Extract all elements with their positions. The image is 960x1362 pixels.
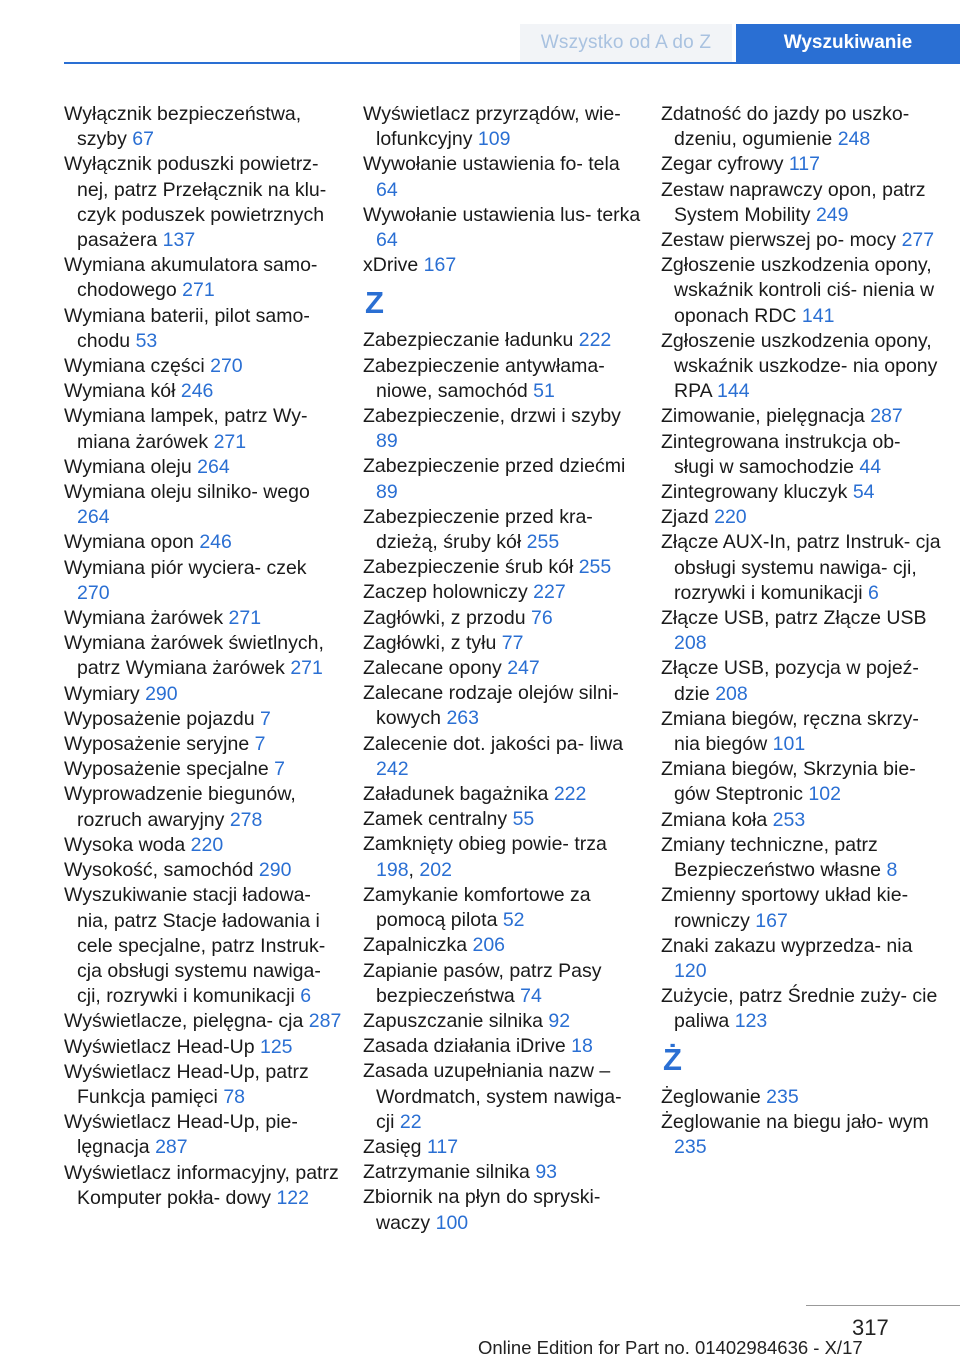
index-term: Zbiornik na płyn do spryski- waczy bbox=[363, 1186, 601, 1234]
page-link[interactable]: 220 bbox=[714, 506, 747, 529]
index-term: Zasięg bbox=[363, 1135, 427, 1158]
page-link[interactable]: 271 bbox=[290, 657, 323, 680]
index-entry bbox=[64, 1035, 344, 1060]
page-link[interactable]: 271 bbox=[213, 430, 247, 453]
index-term: Zatrzymanie silnika bbox=[363, 1161, 536, 1184]
index-entry bbox=[363, 102, 643, 152]
index-term: Wysokość, samochód bbox=[64, 859, 259, 882]
index-entry bbox=[64, 480, 344, 530]
index-entry bbox=[661, 102, 941, 152]
index-term: Wysoka woda bbox=[64, 833, 191, 856]
page-link[interactable]: 74 bbox=[520, 984, 542, 1007]
index-term: Wyposażenie pojazdu bbox=[64, 707, 261, 730]
index-term: Zamknięty obieg powie- trza bbox=[363, 833, 607, 856]
page-link[interactable]: 77 bbox=[501, 631, 524, 654]
index-entry bbox=[64, 253, 344, 303]
index-term: Złącze USB, pozycja w pojeź- dzie bbox=[661, 657, 919, 705]
page-link[interactable]: 89 bbox=[376, 430, 398, 453]
index-term: Zamek centralny bbox=[363, 808, 513, 831]
index-term: Wyświetlacz Head-Up bbox=[64, 1035, 260, 1058]
index-entry bbox=[661, 707, 941, 757]
index-entry bbox=[661, 934, 941, 984]
index-term: Zimowanie, pielęgnacja bbox=[661, 405, 871, 428]
index-term: Wymiary bbox=[64, 682, 146, 705]
page-link[interactable]: 263 bbox=[446, 707, 479, 730]
index-entry bbox=[363, 606, 643, 631]
page-number: 317 bbox=[852, 1315, 889, 1340]
index-term: Zabezpieczenie, drzwi i szyby bbox=[363, 405, 621, 428]
page-link[interactable]: 123 bbox=[734, 1010, 768, 1033]
index-term: Wymiana piór wyciera- czek bbox=[64, 556, 307, 579]
index-column-1 bbox=[64, 102, 344, 1211]
index-term: Złącze AUX-In, patrz Instruk- cja obsługi systemu nawiga- cji, rozrywki i komunikacji bbox=[661, 531, 941, 604]
index-term: Zestaw pierwszej po- mocy bbox=[661, 229, 902, 252]
index-entry bbox=[661, 656, 941, 706]
index-term: Wyposażenie seryjne bbox=[64, 733, 255, 756]
index-term: Wymiana kół bbox=[64, 380, 181, 403]
index-entry bbox=[661, 430, 941, 480]
page-link[interactable]: 208 bbox=[715, 682, 748, 705]
page-link[interactable]: 141 bbox=[801, 304, 835, 327]
index-entry bbox=[363, 1160, 643, 1185]
page-link[interactable]: 246 bbox=[199, 531, 232, 554]
index-term: Zużycie, patrz Średnie zuży- cie paliwa bbox=[661, 985, 938, 1033]
page-link[interactable]: 198 bbox=[376, 858, 409, 881]
index-term: Wymiana żarówek bbox=[64, 607, 229, 630]
index-term: Zestaw naprawczy opon, patrz System Mobility bbox=[661, 178, 926, 226]
section-letter: Ż bbox=[663, 1041, 682, 1077]
index-term: Załadunek bagażnika bbox=[363, 783, 554, 806]
index-term: Zegar cyfrowy bbox=[661, 153, 789, 176]
index-entry bbox=[64, 682, 344, 707]
index-entry bbox=[64, 102, 344, 152]
index-entry bbox=[661, 480, 941, 505]
index-entry bbox=[363, 933, 643, 958]
index-column-3 bbox=[661, 102, 941, 1160]
page-link[interactable]: 271 bbox=[228, 607, 262, 630]
index-entry bbox=[64, 833, 344, 858]
index-term: Znaki zakazu wyprzedza- nia bbox=[661, 934, 913, 957]
index-term: Zintegrowany kluczyk bbox=[661, 481, 853, 504]
index-entry bbox=[64, 354, 344, 379]
index-term: Wymiana opon bbox=[64, 531, 200, 554]
page-link[interactable]: 287 bbox=[308, 1010, 342, 1033]
index-term: Zalecane rodzaje olejów silni- kowych bbox=[363, 682, 619, 730]
index-entry bbox=[64, 782, 344, 832]
page-link[interactable]: 167 bbox=[423, 254, 457, 277]
index-entry bbox=[661, 1085, 941, 1110]
index-term: Wymiana oleju bbox=[64, 455, 198, 478]
index-entry bbox=[363, 883, 643, 933]
index-entry bbox=[363, 732, 643, 782]
page-link[interactable]: 109 bbox=[477, 128, 511, 151]
index-term: Zabezpieczanie ładunku bbox=[363, 329, 579, 352]
index-term: Wyłącznik bezpieczeństwa, szyby bbox=[64, 103, 302, 151]
page-link[interactable]: 76 bbox=[531, 606, 553, 629]
page-link[interactable]: 202 bbox=[419, 858, 452, 881]
index-entry bbox=[64, 530, 344, 555]
page-link[interactable]: 52 bbox=[502, 909, 525, 932]
index-entry bbox=[661, 883, 941, 933]
page-link[interactable]: 120 bbox=[674, 959, 707, 982]
index-term: Zamykanie komfortowe za pomocą pilota bbox=[363, 883, 591, 932]
index-term: Żeglowanie na biegu jało- wym bbox=[661, 1110, 929, 1133]
page-link[interactable]: 89 bbox=[376, 480, 398, 503]
page-link[interactable]: 117 bbox=[426, 1135, 459, 1158]
section-tab: Wszystko od A do Z bbox=[520, 24, 732, 62]
index-entry bbox=[363, 1034, 643, 1059]
page-link[interactable]: 51 bbox=[533, 379, 555, 402]
page-link[interactable]: 64 bbox=[376, 178, 398, 201]
page-link[interactable]: 248 bbox=[837, 128, 871, 151]
index-term: Wymiana żarówek świetlnych, patrz Wymiana żarówek bbox=[64, 632, 324, 680]
index-entry bbox=[661, 253, 941, 329]
index-term: xDrive bbox=[363, 254, 424, 277]
index-entry bbox=[363, 152, 643, 202]
index-term: Wyświetlacz informacyjny, patrz Komputer pokła- dowy bbox=[64, 1161, 339, 1209]
page-link[interactable]: 277 bbox=[901, 229, 935, 252]
index-entry bbox=[661, 808, 941, 833]
page-link[interactable]: 167 bbox=[755, 909, 788, 932]
index-entry bbox=[363, 959, 643, 1009]
index-entry bbox=[661, 404, 941, 429]
index-term: Wyłącznik poduszki powietrz- nej, patrz Przełącznik na klu- czyk poduszek powietrznych pasażera bbox=[64, 153, 327, 252]
page-link[interactable]: 18 bbox=[571, 1035, 593, 1058]
index-term: Zapalniczka bbox=[363, 934, 473, 957]
index-term: Zabezpieczenie przed dziećmi bbox=[363, 455, 626, 478]
index-term: Żeglowanie bbox=[661, 1085, 767, 1108]
index-term: Wymiana części bbox=[64, 355, 211, 378]
index-term: Zmienny sportowy układ kie- rowniczy bbox=[661, 884, 909, 932]
index-term: Zabezpieczenie antywłama- niowe, samochód bbox=[363, 354, 605, 402]
index-entry bbox=[64, 404, 344, 454]
page-link[interactable]: 247 bbox=[507, 657, 540, 680]
index-term: Zjazd bbox=[661, 506, 715, 529]
index-entry bbox=[64, 858, 344, 883]
index-entry bbox=[363, 807, 643, 832]
index-term: Wyświetlacz przyrządów, wie- lofunkcyjny bbox=[363, 103, 621, 151]
index-term: Zdatność do jazdy po uszko- dzeniu, ogumienie bbox=[661, 103, 910, 151]
page-link[interactable]: 8 bbox=[886, 859, 898, 882]
page-link[interactable]: 235 bbox=[674, 1135, 707, 1158]
page-link[interactable]: 287 bbox=[870, 405, 903, 428]
index-term: Zmiany techniczne, patrz Bezpieczeństwo własne bbox=[661, 833, 887, 882]
index-term: Zasada działania iDrive bbox=[363, 1035, 572, 1058]
index-entry bbox=[64, 757, 344, 782]
page-link[interactable]: 278 bbox=[229, 808, 263, 831]
page-link[interactable]: 264 bbox=[77, 506, 110, 529]
index-term: Zapianie pasów, patrz Pasy bezpieczeństwa bbox=[363, 959, 602, 1007]
index-entry bbox=[363, 404, 643, 454]
page-link[interactable]: 7 bbox=[274, 758, 285, 781]
index-entry bbox=[661, 329, 941, 405]
page-link[interactable]: 53 bbox=[135, 329, 158, 352]
page-link[interactable]: 264 bbox=[197, 455, 230, 478]
page-link[interactable]: 222 bbox=[578, 329, 612, 352]
index-entry bbox=[363, 1009, 643, 1034]
page-link[interactable]: 227 bbox=[533, 581, 566, 604]
index-term: Zapuszczanie silnika bbox=[363, 1009, 549, 1032]
index-entry bbox=[661, 530, 941, 606]
index-term: Zalecane opony bbox=[363, 657, 508, 680]
footer-rule bbox=[806, 1305, 960, 1306]
index-entry bbox=[64, 707, 344, 732]
index-entry bbox=[363, 1059, 643, 1135]
index-term: Wymiana oleju silniko- wego bbox=[64, 481, 310, 504]
index-entry bbox=[363, 681, 643, 731]
current-tab: Wyszukiwanie bbox=[736, 24, 960, 62]
index-entry bbox=[363, 253, 643, 278]
page-link[interactable]: 7 bbox=[260, 707, 271, 730]
page-link[interactable]: 22 bbox=[399, 1110, 422, 1133]
page-link[interactable]: 235 bbox=[766, 1085, 799, 1108]
index-term: Wymiana akumulatora samo- chodowego bbox=[64, 254, 318, 302]
index-entry bbox=[363, 580, 643, 605]
index-entry bbox=[64, 606, 344, 631]
index-entry bbox=[661, 757, 941, 807]
page-link[interactable]: 242 bbox=[376, 757, 409, 780]
index-term: Zmiana biegów, Skrzynia bie- gów Steptronic bbox=[661, 758, 916, 806]
page-link[interactable]: 117 bbox=[788, 153, 820, 176]
index-term: Wyprowadzenie biegunów, rozruch awaryjny bbox=[64, 783, 296, 831]
index-term: Wywołanie ustawienia fo- tela bbox=[363, 153, 620, 176]
page-link[interactable]: 270 bbox=[77, 581, 110, 604]
index-term: Złącze USB, patrz Złącze USB bbox=[661, 607, 927, 630]
page-link[interactable]: 290 bbox=[145, 682, 178, 705]
page-link[interactable]: 271 bbox=[182, 279, 215, 302]
index-term: Wymiana baterii, pilot samo- chodu bbox=[64, 304, 310, 352]
index-entry bbox=[363, 354, 643, 404]
header-rule bbox=[64, 62, 960, 64]
index-column-2 bbox=[363, 102, 643, 1236]
page-link[interactable]: 64 bbox=[376, 229, 398, 252]
index-entry: Zamknięty obieg powie- trza 198, 202 bbox=[363, 833, 607, 881]
index-entry bbox=[64, 732, 344, 757]
index-term: Zmiana biegów, ręczna skrzy- nia biegów bbox=[661, 707, 919, 756]
index-entry bbox=[64, 631, 344, 681]
index-entry bbox=[363, 454, 643, 504]
page-link[interactable]: 122 bbox=[276, 1186, 309, 1209]
index-entry bbox=[661, 505, 941, 530]
index-entry bbox=[363, 203, 643, 253]
page-link[interactable]: 44 bbox=[859, 455, 882, 478]
index-entry bbox=[363, 656, 643, 681]
index-entry bbox=[661, 606, 941, 656]
index-entry bbox=[64, 1161, 344, 1211]
page-link[interactable]: 222 bbox=[553, 783, 587, 806]
page-link[interactable]: 270 bbox=[210, 355, 243, 378]
page-link[interactable]: 249 bbox=[815, 203, 849, 226]
index-entry bbox=[661, 178, 941, 228]
page-link[interactable]: 6 bbox=[867, 581, 879, 604]
page-link[interactable]: 144 bbox=[717, 380, 750, 403]
page-header bbox=[0, 24, 960, 62]
page-link[interactable]: 137 bbox=[162, 229, 196, 252]
page-link[interactable]: 78 bbox=[223, 1085, 246, 1108]
index-entry bbox=[363, 1135, 643, 1160]
page-link[interactable]: 253 bbox=[772, 808, 806, 831]
index-term: Zagłówki, z tyłu bbox=[363, 631, 502, 654]
index-term: Zgłoszenie uszkodzenia opony, wskaźnik kontroli ciś- nienia w oponach RDC bbox=[661, 254, 935, 327]
page-link[interactable]: 7 bbox=[254, 733, 266, 756]
index-term: Wyświetlacze, pielęgna- cja bbox=[64, 1010, 309, 1033]
index-term: Zalecenie dot. jakości pa- liwa bbox=[363, 732, 624, 755]
page-link[interactable]: 125 bbox=[259, 1035, 293, 1058]
index-term: Zabezpieczenie śrub kół bbox=[363, 556, 579, 579]
page-link[interactable]: 67 bbox=[132, 128, 154, 151]
page-link[interactable]: 255 bbox=[526, 531, 560, 554]
page-link[interactable]: 290 bbox=[258, 859, 292, 882]
index-entry bbox=[363, 328, 643, 353]
index-entry bbox=[661, 228, 941, 253]
index-entry bbox=[661, 152, 941, 177]
index-term: Zagłówki, z przodu bbox=[363, 606, 531, 629]
index-term: Zgłoszenie uszkodzenia opony, wskaźnik uszkodze- nia opony RPA bbox=[661, 329, 938, 403]
index-term: Wymiana lampek, patrz Wy- miana żarówek bbox=[64, 405, 308, 453]
page-link[interactable]: 255 bbox=[578, 556, 612, 579]
page-link[interactable]: 54 bbox=[852, 481, 875, 504]
index-entry bbox=[64, 556, 344, 606]
page-link[interactable]: 92 bbox=[548, 1009, 571, 1032]
index-entry bbox=[64, 379, 344, 404]
index-entry bbox=[64, 304, 344, 354]
index-entry bbox=[363, 631, 643, 656]
page-link[interactable]: 101 bbox=[772, 733, 806, 756]
page-link[interactable]: 220 bbox=[190, 833, 224, 856]
page-link[interactable]: 6 bbox=[300, 985, 312, 1008]
index-entry bbox=[64, 455, 344, 480]
page-link[interactable]: 206 bbox=[472, 934, 506, 957]
page-link[interactable]: 55 bbox=[512, 808, 535, 831]
page-link[interactable]: 102 bbox=[808, 783, 841, 806]
index-term: Wyposażenie specjalne bbox=[64, 758, 275, 781]
index-entry bbox=[661, 1110, 941, 1160]
index-term: Wywołanie ustawienia lus- terka bbox=[363, 203, 641, 226]
index-entry bbox=[64, 1110, 344, 1160]
page-link[interactable]: 287 bbox=[155, 1136, 188, 1159]
index-term: Zabezpieczenie przed kra- dzieżą, śruby kół bbox=[363, 505, 593, 554]
index-term: Wyświetlacz Head-Up, patrz Funkcja pamięci bbox=[64, 1060, 309, 1108]
page-link[interactable]: 93 bbox=[535, 1161, 558, 1184]
page-link[interactable]: 100 bbox=[435, 1211, 469, 1234]
index-entry bbox=[363, 555, 643, 580]
page-link[interactable]: 246 bbox=[180, 380, 214, 403]
page-link[interactable]: 208 bbox=[674, 632, 707, 655]
index-term: Zasada uzupełniania nazw – Wordmatch, system nawiga- cji bbox=[363, 1060, 622, 1133]
index-entry bbox=[363, 1185, 643, 1235]
section-letter: Z bbox=[365, 285, 384, 321]
edition-note: Online Edition for Part no. 01402984636 - X/17 bbox=[478, 1337, 863, 1358]
index-term: Wyświetlacz Head-Up, pie- lęgnacja bbox=[64, 1111, 298, 1159]
index-entry bbox=[64, 152, 344, 253]
index-term: Wyszukiwanie stacji ładowa- nia, patrz Stacje ładowania i cele specjalne, patrz Instruk- cja obsługi systemu nawiga- cji, rozrywki i komunikacji bbox=[64, 884, 326, 1008]
index-entry bbox=[363, 782, 643, 807]
index-entry bbox=[64, 883, 344, 1009]
index-entry bbox=[661, 984, 941, 1034]
index-term: Zaczep holowniczy bbox=[363, 581, 534, 604]
index-entry bbox=[661, 833, 941, 883]
index-entry bbox=[64, 1009, 344, 1034]
index-term: Zintegrowana instrukcja ob- sługi w samochodzie bbox=[661, 430, 901, 478]
index-term: Zmiana koła bbox=[661, 808, 773, 831]
index-entry bbox=[363, 505, 643, 555]
index-entry bbox=[64, 1060, 344, 1110]
